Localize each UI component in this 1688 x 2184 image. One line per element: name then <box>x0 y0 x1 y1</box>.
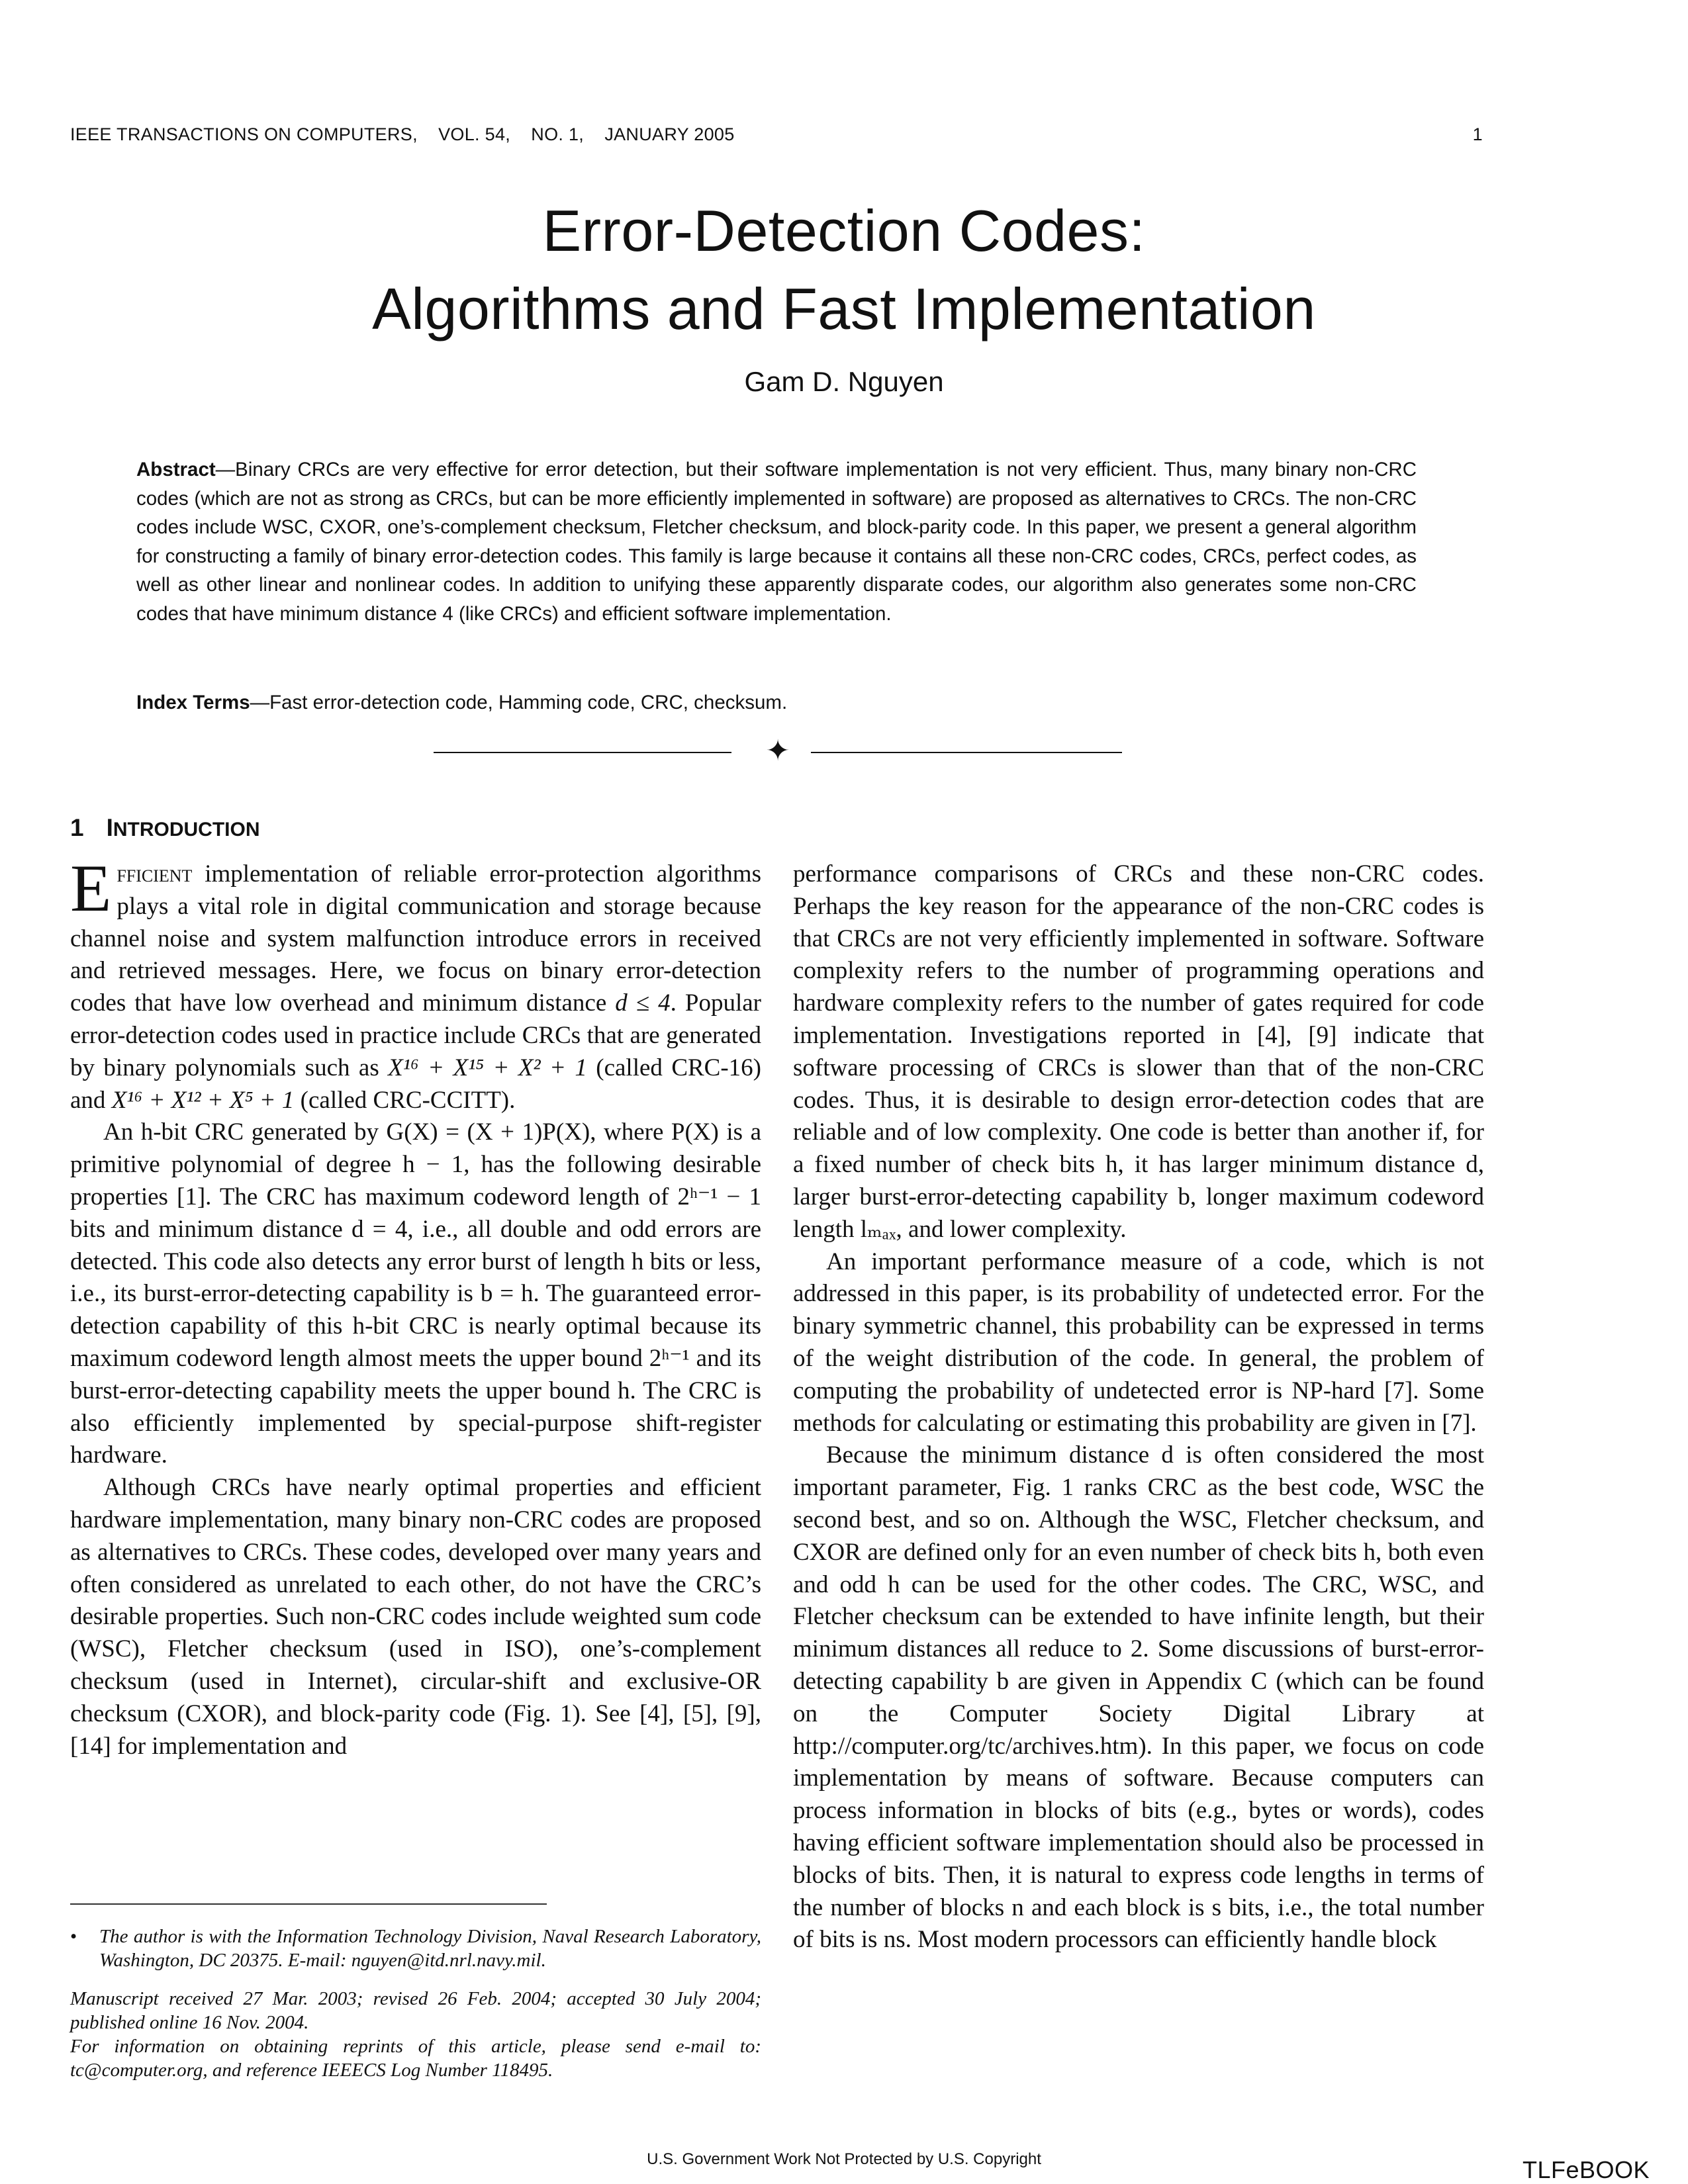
title-line-1: Error-Detection Codes: <box>542 198 1146 263</box>
footnotes <box>70 1925 761 2082</box>
separator-rule-left <box>434 752 731 753</box>
p1-text-a: implementation of reliable error-protection algorithms plays a vital role in digital communication and storage because channel noise and system malfunction introduce errors in received and retrieved messages. Here, we focus on binary error-detection codes that have low overhead and minimum distance <box>70 860 761 1017</box>
journal-number: NO. 1, <box>531 124 585 144</box>
author-name: Gam D. Nguyen <box>744 366 944 397</box>
footnote-affiliation <box>70 1925 761 1972</box>
abstract <box>136 455 1417 628</box>
footnote-manuscript: Manuscript received 27 Mar. 2003; revised 26 Feb. 2004; accepted 30 July 2004; published online 16 Nov. 2004. <box>70 1988 761 2033</box>
running-header <box>70 124 1483 145</box>
paragraph-6: Because the minimum distance d is often considered the most important parameter, Fig. 1 ranks CRC as the best code, WSC the second best, and so on. Although the WSC, Fletcher checksum, and CXOR are defined only for an even number of check bits h, both even and odd h can be used for the other codes. The CRC, WSC, and Fletcher checksum can be extended to have infinite length, but their minimum distances all reduce to 2. Some discussions of burst-error-detecting capability b are given in Appendix C (which can be found on the Computer Society Digital Library at http://computer.org/tc/archives.htm). In this paper, we focus on code implementation by means of software. Because computers can process information in blocks of bits (e.g., bytes or words), codes having efficient software implementation should also be processed in blocks of bits. Then, it is natural to express code lengths in terms of the number of blocks n and each block is s bits, i.e., the total number of bits is ns. Most modern processors can efficiently handle block <box>793 1441 1484 1954</box>
journal-name: IEEE TRANSACTIONS ON COMPUTERS, <box>70 124 418 144</box>
separator-diamond-icon: ✦ <box>765 735 790 767</box>
index-terms-text: Fast error-detection code, Hamming code, CRC, checksum. <box>269 692 788 713</box>
journal-date: JANUARY 2005 <box>604 124 735 144</box>
section-number: 1 <box>70 814 84 841</box>
footnote-reprints: For information on obtaining reprints of this article, please send e-mail to: tc@computer.org, and reference IEEECS Log Number 118495. <box>70 2036 761 2081</box>
p1-math-distance: d ≤ 4 <box>615 989 671 1017</box>
drop-cap: E <box>70 851 112 926</box>
copyright-notice: U.S. Government Work Not Protected by U.S. Copyright <box>647 2150 1041 2168</box>
p1-text-b: . Popular error-detection codes used in practice include CRCs that are generated by binary polynomials such as <box>70 989 761 1081</box>
affiliation-text: The author is with the Information Technology Division, Naval Research Laboratory, Washington, DC 20375. E-mail: nguyen@itd.nrl.navy.mil. <box>99 1926 761 1971</box>
abstract-dash: — <box>215 459 236 480</box>
lead-in-smallcaps: fficient <box>117 860 193 887</box>
body-column-right <box>793 858 1484 1956</box>
body-column-left <box>70 851 762 1762</box>
watermark: TLFeBOOK <box>1523 2156 1650 2183</box>
section-title-rest: NTRODUCTION <box>113 819 260 841</box>
abstract-label: Abstract <box>136 459 216 480</box>
journal-volume: VOL. 54, <box>438 124 511 144</box>
abstract-text: Binary CRCs are very effective for error detection, but their software implementation is not very efficient. Thus, many binary non-CRC codes (which are not as strong as CRCs, but can be more efficiently implemented in software) are proposed as alternatives to CRCs. The non-CRC codes include WSC, CXOR, one’s-complement checksum, Fletcher checksum, and block-parity code. In this paper, we present a general algorithm for constructing a family of binary error-detection codes. This family is large because it contains all these non-CRC codes, CRCs, perfect codes, as well as other linear and nonlinear codes. In addition to unifying these apparently disparate codes, our algorithm also generates some non-CRC codes that have minimum distance 4 (like CRCs) and efficient software implementation. <box>136 459 1417 625</box>
p1-text-d: (called CRC-CCITT). <box>294 1086 516 1114</box>
page-number: 1 <box>1472 124 1483 144</box>
p1-poly-ccitt: X¹⁶ + X¹² + X⁵ + 1 <box>111 1086 295 1114</box>
index-terms <box>136 688 1417 717</box>
paragraph-3: Although CRCs have nearly optimal properties and efficient hardware implementation, many binary non-CRC codes are proposed as alternatives to CRCs. These codes, developed over many years and often considered as unrelated to each other, do not have the CRC’s desirable properties. Such non-CRC codes include weighted sum code (WSC), Fletcher checksum (used in ISO), one’s-complement checksum (used in Internet), circular-shift and exclusive-OR checksum (CXOR), and block-parity code (Fig. 1). See [4], [5], [9], [14] for implementation and <box>70 1474 761 1760</box>
paragraph-2: An h-bit CRC generated by G(X) = (X + 1)P(X), where P(X) is a primitive polynomial of degree h − 1, has the following desirable properties [1]. The CRC has maximum codeword length of 2ʰ⁻¹ − 1 bits and minimum distance d = 4, i.e., all double and odd errors are detected. This code also detects any error burst of length h bits or less, i.e., its burst-error-detecting capability is b = h. The guaranteed error-detection capability of this h-bit CRC is nearly optimal because its maximum codeword length almost meets the upper bound 2ʰ⁻¹ and its burst-error-detecting capability meets the upper bound h. The CRC is also efficiently implemented by special-purpose shift-register hardware. <box>70 1118 761 1469</box>
index-terms-label: Index Terms <box>136 692 250 713</box>
section-title-initial: I <box>106 814 113 841</box>
paper-title <box>0 192 1688 348</box>
section-heading <box>70 814 260 842</box>
p1-poly-crc16: X¹⁶ + X¹⁵ + X² + 1 <box>388 1054 587 1081</box>
footnote-rule <box>70 1903 547 1905</box>
paragraph-4: performance comparisons of CRCs and these non-CRC codes. Perhaps the key reason for the appearance of the non-CRC codes is that CRCs are not very efficiently implemented in software. Software complexity refers to the number of programming operations and hardware complexity refers to the number of gates required for code implementation. Investigations reported in [4], [9] indicate that software processing of CRCs is slower than that of the non-CRC codes. Thus, it is desirable to design error-detection codes that are reliable and of low complexity. One code is better than another if, for a fixed number of check bits h, it has larger minimum distance d, larger burst-error-detecting capability b, longer maximum codeword length lₘₐₓ, and lower complexity. <box>793 860 1484 1243</box>
paragraph-5: An important performance measure of a code, which is not addressed in this paper, is its probability of undetected error. For the binary symmetric channel, this probability can be expressed in terms of the weight distribution of the code. In general, the problem of computing the probability of undetected error is NP-hard [7]. Some methods for calculating or estimating this probability are given in [7]. <box>793 1248 1484 1437</box>
separator-rule-right <box>811 752 1122 753</box>
paragraph-1 <box>70 851 762 1116</box>
bullet-icon: • <box>70 1926 77 1947</box>
title-line-2: Algorithms and Fast Implementation <box>372 276 1316 341</box>
index-terms-dash: — <box>250 692 270 713</box>
p1-text-c: (called CRC-16) and <box>70 1054 762 1114</box>
